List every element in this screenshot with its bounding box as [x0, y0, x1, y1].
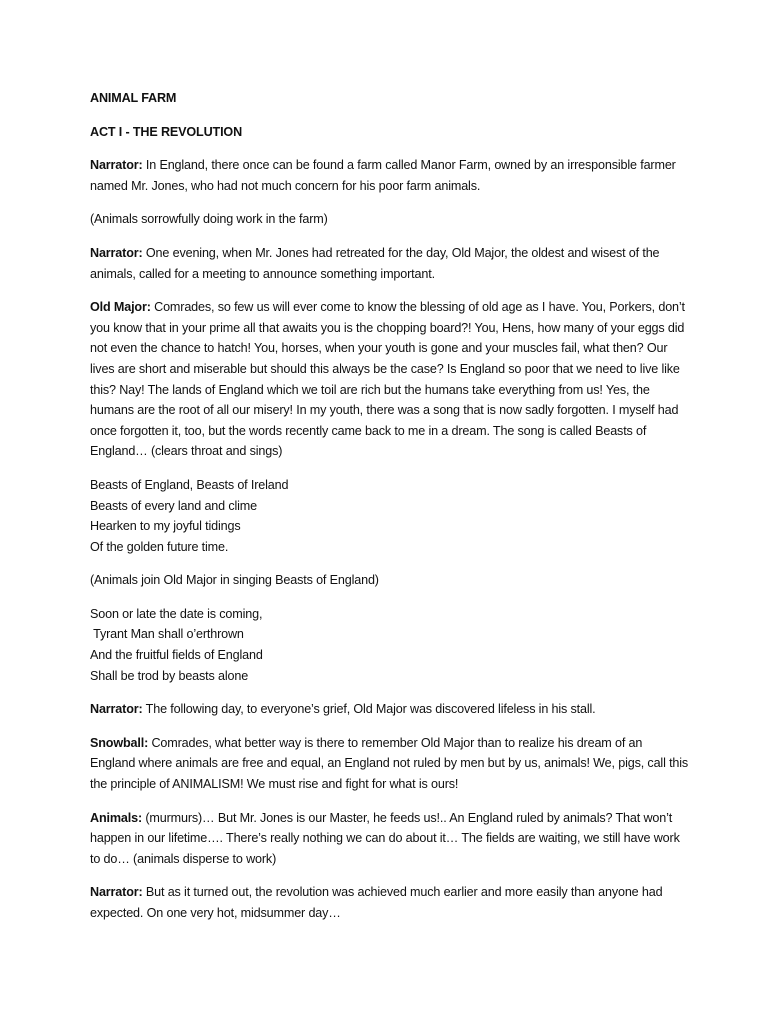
- dialogue-paragraph: [90, 733, 690, 795]
- dialogue-text: Comrades, what better way is there to remember Old Major than to realize his dream of an England where animals are free and equal, an England not ruled by men but by us, animals! We, pigs, call this the principle of ANIMALISM! We must rise and fight for what is ours!: [90, 735, 689, 792]
- speaker-label: Old Major:: [90, 300, 151, 315]
- dialogue-text: In England, there once can be found a farm called Manor Farm, owned by an irresponsible farmer named Mr. Jones, who had not much concern for his poor farm animals.: [90, 158, 676, 193]
- dialogue-paragraph: [90, 882, 690, 923]
- speaker-label: Narrator:: [90, 702, 143, 717]
- speaker-label: Snowball:: [90, 735, 149, 750]
- verse-line: Soon or late the date is coming,: [90, 606, 263, 621]
- dialogue-text: The following day, to everyone’s grief, Old Major was discovered lifeless in his stall.: [142, 702, 596, 717]
- document-title: ANIMAL FARM: [90, 91, 177, 105]
- speaker-label: Narrator:: [90, 245, 143, 260]
- dialogue-paragraph: [90, 243, 690, 284]
- verse-line: Beasts of England, Beasts of Ireland: [90, 477, 289, 492]
- song-verse: [90, 475, 690, 557]
- speaker-label: Narrator:: [90, 158, 143, 173]
- stage-direction: (Animals sorrowfully doing work in the farm): [90, 212, 328, 227]
- verse-line: Hearken to my joyful tidings: [90, 519, 241, 534]
- stage-direction: (Animals join Old Major in singing Beasts of England): [90, 573, 379, 588]
- dialogue-paragraph: [90, 155, 690, 196]
- verse-line: Tyrant Man shall o’erthrown: [90, 627, 244, 642]
- dialogue-text: But as it turned out, the revolution was achieved much earlier and more easily than anyone had expected. On one very hot, midsummer day…: [90, 885, 663, 920]
- dialogue-paragraph: [90, 808, 690, 870]
- document-page: [90, 88, 690, 937]
- act-heading: ACT I - THE REVOLUTION: [90, 124, 243, 139]
- song-verse: [90, 604, 690, 686]
- verse-line: Of the golden future time.: [90, 539, 229, 554]
- verse-line: And the fruitful fields of England: [90, 648, 263, 663]
- speaker-label: Animals:: [90, 810, 142, 825]
- dialogue-text: (murmurs)… But Mr. Jones is our Master, he feeds us!.. An England ruled by animals? That won’t happen in our lifetime…. There’s really nothing we can do about it… The fields are waiting, we still have work to do… (animals disperse to work): [90, 810, 680, 866]
- dialogue-paragraph: [90, 297, 690, 462]
- dialogue-text: One evening, when Mr. Jones had retreated for the day, Old Major, the oldest and wisest of the animals, called for a meeting to announce something important.: [90, 245, 660, 281]
- verse-line: Beasts of every land and clime: [90, 498, 258, 513]
- speaker-label: Narrator:: [90, 885, 143, 900]
- dialogue-text: Comrades, so few us will ever come to know the blessing of old age as I have. You, Porkers, don’t you know that in your prime all that awaits you is the chopping board?! You, Hens, how many of your eggs did not even the chance to hatch! You, horses, when your youth is gone and your muscles fail, what then? Our lives are short and miserable but should this always be the case? Is England so poor that we need to live like this? Nay! The lands of England which we toil are rich but the humans take everything from us! Yes, the humans are the root of all our misery! In my youth, there was a song that is now sadly forgotten. I myself had once forgotten it, too, but the words recently came back to me in a dream. The song is called Beasts of England… (clears throat and sings): [90, 300, 685, 459]
- dialogue-paragraph: [90, 699, 690, 720]
- verse-line: Shall be trod by beasts alone: [90, 668, 249, 683]
